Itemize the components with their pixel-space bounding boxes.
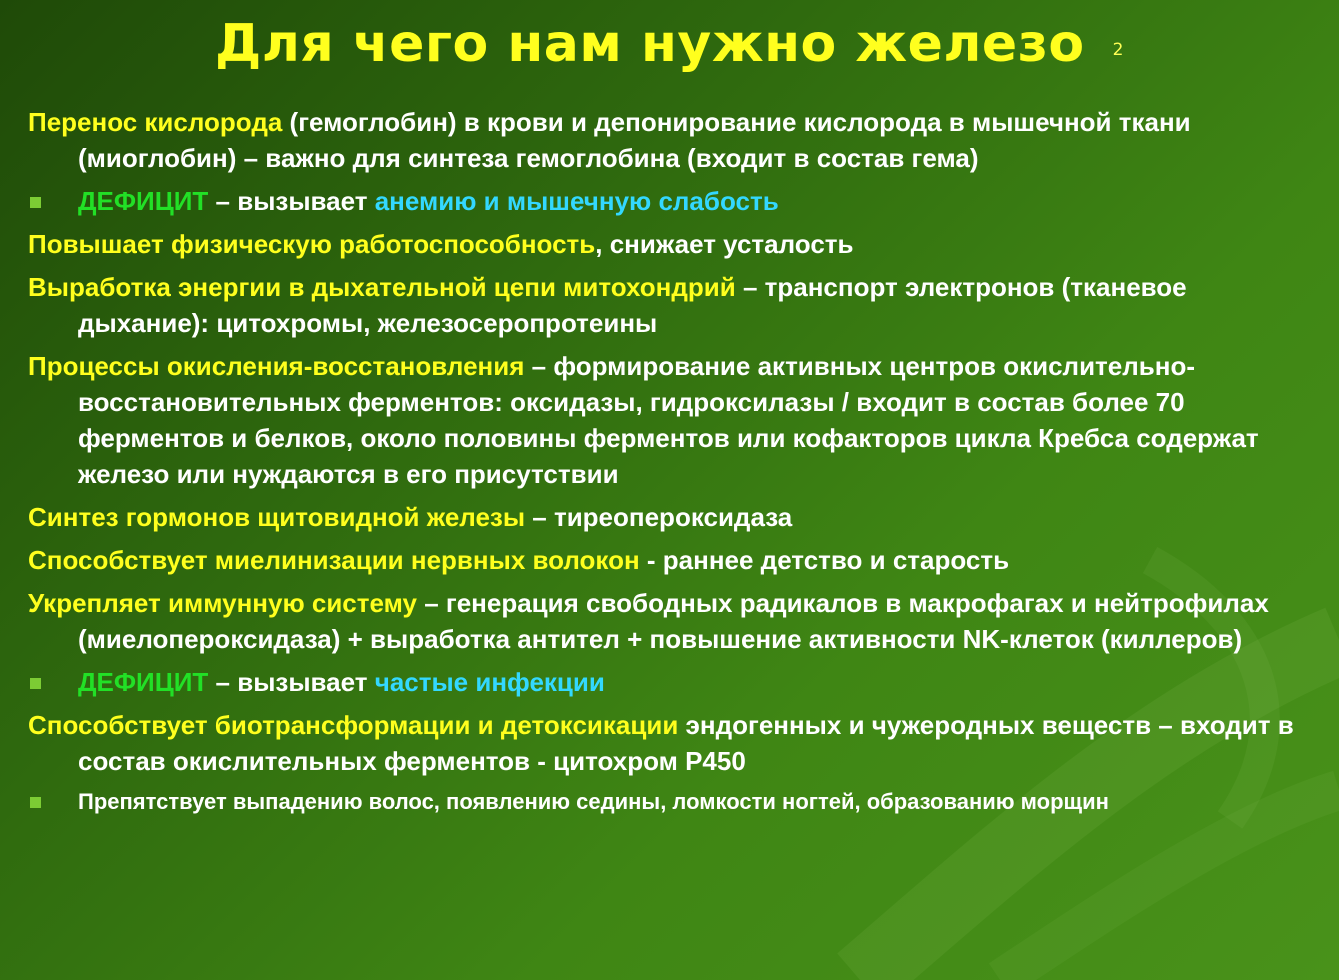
item-text: – формирование активных центров окислительно-восстановительных ферментов: оксидазы, гидроксилазы / входит в состав более 70 ферментов и белков, около половины ферментов или кофакторов цикла Кребса содержат железо или нуждаются в его присутствии [78, 351, 1259, 489]
slide-number: 2 [1112, 40, 1124, 60]
list-item-hair-nails [28, 786, 1318, 818]
item-text: Препятствует выпадению волос, появлению седины, ломкости ногтей, образованию морщин [78, 789, 1109, 814]
bullet-square-icon [30, 797, 41, 808]
deficit-label: ДЕФИЦИТ [78, 667, 209, 697]
list-item-detoxication [28, 707, 1318, 779]
item-text: – транспорт электронов (тканевое дыхание): цитохромы, железосеропротеины [78, 272, 1187, 338]
list-item-thyroid [28, 499, 1318, 535]
list-item-myelination [28, 542, 1318, 578]
content-list [28, 104, 1318, 825]
bullet-square-icon [30, 678, 41, 689]
item-text: эндогенных и чужеродных веществ – входит в состав окислительных ферментов - цитохром Р450 [78, 710, 1294, 776]
slide-title [0, 14, 1339, 74]
item-heading: Выработка энергии в дыхательной цепи митохондрий [28, 272, 736, 302]
item-heading: Перенос кислорода [28, 107, 283, 137]
list-item-oxygen-transport [28, 104, 1318, 176]
bullet-square-icon [30, 197, 41, 208]
list-item-physical-performance [28, 226, 1318, 262]
item-heading: Способствует биотрансформации и детоксикации [28, 710, 679, 740]
deficit-effect: частые инфекции [374, 667, 605, 697]
item-text: – вызывает [208, 667, 375, 697]
list-item-deficit-infections [28, 664, 1318, 700]
item-text: - раннее детство и старость [639, 545, 1010, 575]
item-heading: Синтез гормонов щитовидной железы [28, 502, 526, 532]
deficit-label: ДЕФИЦИТ [78, 186, 209, 216]
list-item-redox [28, 348, 1318, 492]
list-item-deficit-anemia [28, 183, 1318, 219]
list-item-immune-system [28, 585, 1318, 657]
item-text: – тиреопероксидаза [525, 502, 793, 532]
item-heading: Процессы окисления-восстановления [28, 351, 525, 381]
item-text: , снижает усталость [595, 229, 854, 259]
item-heading: Способствует миелинизации нервных волокон [28, 545, 640, 575]
list-item-energy-production [28, 269, 1318, 341]
item-heading: Повышает физическую работоспособность [28, 229, 596, 259]
item-text: – вызывает [208, 186, 375, 216]
deficit-effect: анемию и мышечную слабость [374, 186, 779, 216]
item-heading: Укрепляет иммунную систему [28, 588, 417, 618]
title-text: Для чего нам нужно железо [215, 14, 1085, 74]
item-text: (гемоглобин) в крови и депонирование кислорода в мышечной ткани (миоглобин) – важно для синтеза гемоглобина (входит в состав гема) [78, 107, 1191, 173]
item-text: – генерация свободных радикалов в макрофагах и нейтрофилах (миелопероксидаза) + выработка антител + повышение активности NK-клеток (киллеров) [78, 588, 1269, 654]
